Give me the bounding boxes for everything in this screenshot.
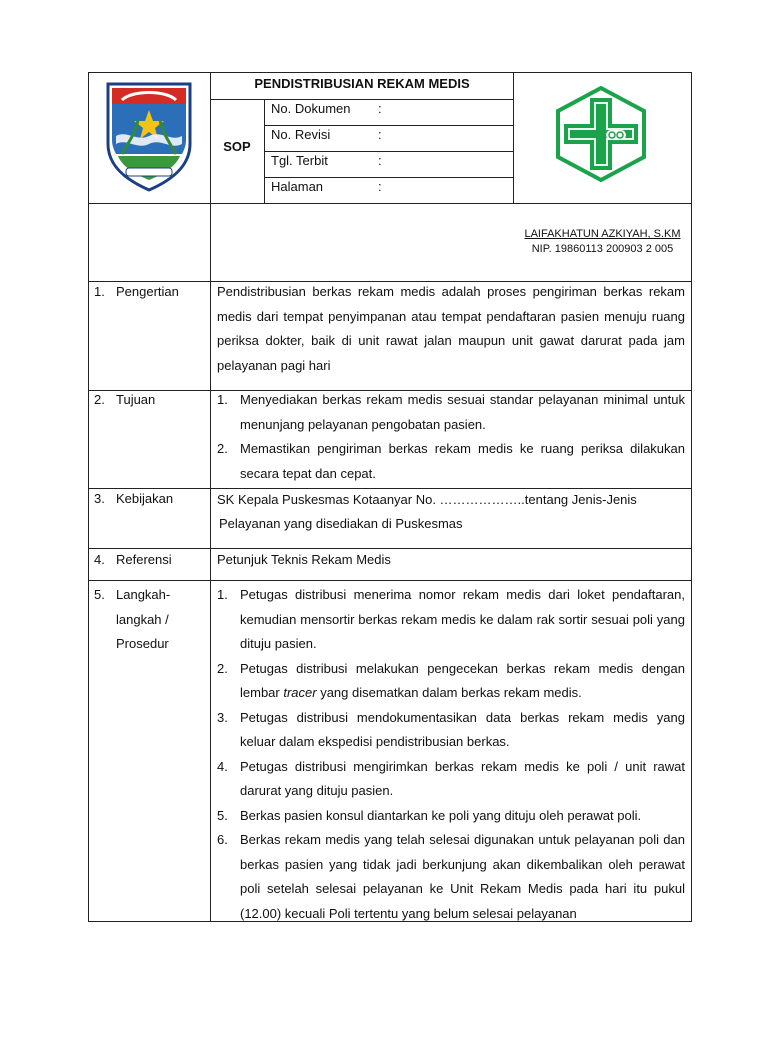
referensi-bottom-line <box>88 580 692 581</box>
field-sep-no-revisi: : <box>378 127 382 142</box>
tujuan-bottom-line <box>88 488 692 489</box>
document-title: PENDISTRIBUSIAN REKAM MEDIS <box>254 76 470 91</box>
list-item-number: 1. <box>217 587 228 602</box>
tracer-term: tracer <box>283 685 317 700</box>
regency-emblem <box>102 80 196 192</box>
prosedur-list <box>217 583 685 926</box>
puskesmas-logo <box>554 86 648 182</box>
list-item-text-continued: yang disematkan dalam berkas rekam medis. <box>316 685 582 700</box>
tujuan-label: Tujuan <box>116 392 156 407</box>
title-underline <box>210 99 514 100</box>
list-item <box>217 755 685 804</box>
list-item-number: 2. <box>217 660 228 676</box>
kebijakan-line-1: SK Kepala Puskesmas Kotaanyar No. ………………..tentang Jenis-Jenis <box>217 492 637 507</box>
pengertian-label: Pengertian <box>116 284 179 299</box>
list-item <box>217 706 685 755</box>
list-item-text: Menyediakan berkas rekam medis sesuai standar pelayanan minimal untuk menunjang pelayanan pengobatan pasien. <box>240 392 685 432</box>
list-item <box>217 828 685 926</box>
list-item <box>217 657 685 706</box>
table-border-top <box>88 72 692 73</box>
prosedur-label-line-2: langkah / <box>116 611 169 627</box>
tujuan-list <box>217 388 685 486</box>
field-line-2 <box>264 151 514 152</box>
sop-document <box>88 72 692 922</box>
list-item-number: 5. <box>217 807 228 823</box>
referensi-text: Petunjuk Teknis Rekam Medis <box>217 552 391 567</box>
prosedur-number: 5. <box>94 587 105 602</box>
kebijakan-label: Kebijakan <box>116 491 174 506</box>
list-item-number: 6. <box>217 832 228 847</box>
column-divider <box>210 72 211 922</box>
list-item-text: Petugas distribusi mendokumentasikan data berkas rekam medis yang keluar dalam ekspedisi pendistribusian berkas. <box>240 709 685 749</box>
list-item <box>217 388 685 437</box>
list-item <box>217 804 685 829</box>
table-border-left <box>88 72 89 922</box>
list-item-text: Memastikan pengiriman berkas rekam medis ke ruang periksa dilakukan secara tepat dan cepat. <box>240 441 685 481</box>
field-label-halaman: Halaman <box>271 179 324 194</box>
list-item-text: Petugas distribusi melakukan pengecekan berkas rekam medis dengan lembar <box>240 660 685 700</box>
table-border-right <box>691 72 692 922</box>
field-label-no-dokumen: No. Dokumen <box>271 101 351 116</box>
referensi-label: Referensi <box>116 552 172 567</box>
pengertian-text: Pendistribusian berkas rekam medis adalah proses pengiriman berkas rekam medis dari tempat penyimpanan atau tempat pendaftaran pasien menuju ruang periksa dokter, baik di unit rawat jalan maupun unit gawat darurat pada jam pelayanan pagi hari <box>217 284 685 373</box>
referensi-number: 4. <box>94 552 105 567</box>
list-item-text: Berkas rekam medis yang telah selesai digunakan untuk pelayanan poli dan berkas pasien yang tidak jadi berkunjung akan dikembalikan oleh perawat poli setelah selesai pelayanan ke Unit Rekam Medis pada hari itu pukul (12.00) kecuali Poli tertentu yang belum selesai pelayanan <box>240 832 685 921</box>
puskesmas-cross-icon <box>554 86 648 182</box>
list-item-text: Berkas pasien konsul diantarkan ke poli yang dituju oleh perawat poli. <box>240 807 642 823</box>
field-line-3 <box>264 177 514 178</box>
field-sep-no-dokumen: : <box>378 101 382 116</box>
list-item-number: 3. <box>217 709 228 725</box>
page-cutoff <box>88 922 692 1042</box>
list-item-text: Petugas distribusi mengirimkan berkas rekam medis ke poli / unit rawat darurat yang dituju pasien. <box>240 758 685 798</box>
field-label-tgl-terbit: Tgl. Terbit <box>271 153 328 168</box>
prosedur-label-line-1: Langkah- <box>116 587 171 602</box>
regency-emblem-icon <box>102 80 196 192</box>
signatory-nip: NIP. 19860113 200903 2 005 <box>531 243 674 255</box>
sop-label: SOP <box>223 139 251 154</box>
kebijakan-line-2: Pelayanan yang disediakan di Puskesmas <box>219 516 463 531</box>
kebijakan-bottom-line <box>88 548 692 549</box>
list-item-text: Petugas distribusi menerima nomor rekam medis dari loket pendaftaran, kemudian mensortir berkas rekam medis ke dalam rak sortir sesuai poli yang dituju pasien. <box>240 587 685 651</box>
header-bottom-line <box>88 203 692 204</box>
list-item-number: 1. <box>217 392 228 407</box>
list-item-number: 2. <box>217 441 228 456</box>
pengertian-number: 1. <box>94 284 105 299</box>
field-label-no-revisi: No. Revisi <box>271 127 331 142</box>
prosedur-label-line-3: Prosedur <box>116 636 169 651</box>
field-sep-tgl-terbit: : <box>378 153 382 168</box>
signatory-name: LAIFAKHATUN AZKIYAH, S.KM <box>524 228 681 240</box>
tujuan-number: 2. <box>94 392 105 407</box>
field-line-1 <box>264 125 514 126</box>
kebijakan-number: 3. <box>94 491 105 506</box>
field-sep-halaman: : <box>378 179 382 194</box>
list-item <box>217 583 685 657</box>
list-item-number: 4. <box>217 758 228 774</box>
list-item <box>217 437 685 486</box>
